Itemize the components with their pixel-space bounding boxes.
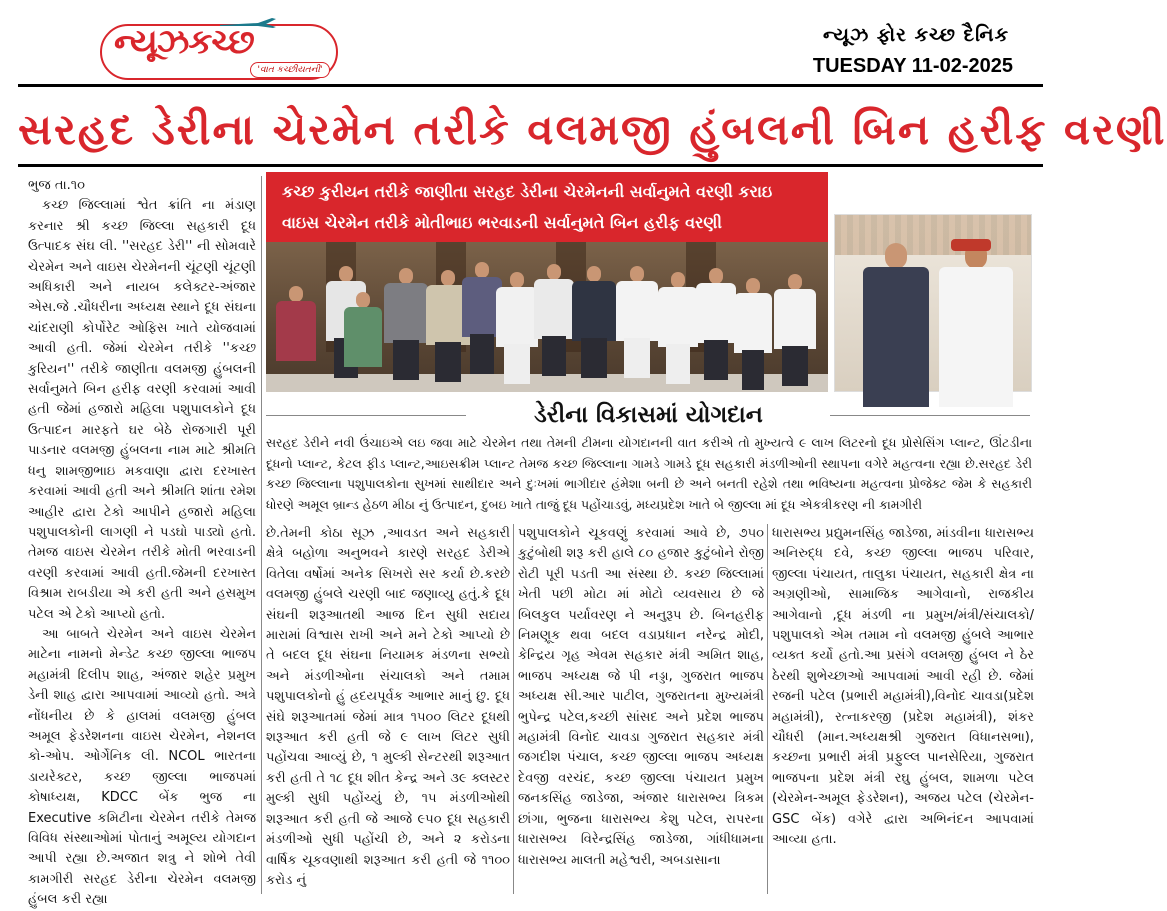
masthead-rule [18, 84, 1043, 87]
person-figure [572, 266, 616, 396]
person-figure [496, 272, 538, 396]
person-figure [774, 274, 816, 396]
person-figure [344, 292, 382, 396]
article-column-2: પશુપાલકોને ચૂકવણું કરવામાં આવે છે, ૭૫૦ કુટુંબોથી શરૂ કરી હાલે ૮૦ હજાર કુટુંબોને રોજી રોટી પૂરી પડતી આ સંસ્થા છે. કચ્છ જિલ્લામાં ખેતી પછી મોટા માં મોટો વ્યવસાય છે જે બિલકુલ પર્યાવરણ ને અનુરૂપ છે. બિનહરીફ નિમણૂક થવા બદલ વડાપ્રધાન નરેન્દ્ર મોદી, કેન્દ્રિય ગૃહ એવમ સહકાર મંત્રી અમિત શાહ, ભાજપ અધ્યક્ષ જે પી નડ્ડા, ગુજરાત ભાજપ અધ્યક્ષ સી.આર પાટીલ, ગુજરાતના મુખ્યમંત્રી ભુપેન્દ્ર પટેલ,કચ્છી સાંસદ અને પ્રદેશ ભાજપ મહામંત્રી વિનોદ ચાવડા ગુજરાત સહકાર મંત્રી જગદીશ પંચાલ, કચ્છ જીલ્લા ભાજપ અધ્યક્ષ દેવજી વરચંદ, કચ્છ જીલ્લા પંચાયત પ્રમુખ જનકસિંહ જાડેજા, અંજાર ધારાસભ્ય ત્રિકમ છાંગા, ભુજના ધારાસભ્ય કેશુ પટેલ, રાપરના ધારાસભ્ય વિરેન્દ્રસિંહ જાડેજા, ગાંધીધામના ધારાસભ્ય માલતી મહેશ્વરી, અબડાસાના [518, 526, 764, 868]
chairman-portrait-photo[interactable] [834, 214, 1032, 392]
sub-headline: કચ્છ કુરીયન તરીકે જાણીતા સરહદ ડેરીના ચેરમેનની સર્વાનુમતે વરણી કરાઇ વાઇસ ચેરમેન તરીકે મોતીભાઇ ભરવાડની સર્વાનુમતે બિન હરીફ વરણી [266, 172, 828, 242]
person-figure [534, 264, 574, 396]
headline-rule [18, 164, 1043, 167]
issue-date: TUESDAY 11-02-2025 [812, 55, 1013, 77]
section-heading: ડેરીના વિકાસમાં યોગદાન [534, 402, 763, 428]
article-dateline: ભુજ તા.૧૦ [28, 178, 85, 193]
logo-text-news: ન્યૂઝ [114, 22, 189, 62]
column-divider [513, 524, 514, 894]
logo-text-kutch: કચ્છ [188, 22, 254, 62]
newspaper-logo[interactable] [100, 18, 338, 84]
person-figure [863, 243, 929, 403]
masthead [0, 0, 1061, 92]
article-column-3: ધારાસભ્ય પ્રદ્યુમનસિંહ જાડેજા, માંડવીના ધારાસભ્ય અનિરુદ્ધ દવે, કચ્છ જીલ્લા ભાજપ પરિવાર, જીલ્લા પંચાયત, તાલુકા પંચાયત, સહકારી ક્ષેત્ર ના અગ્રણીઓ, સામાજિક આગેવાનો, રાજકીય આગેવાનો ,દૂધ મંડળી ના પ્રમુખ/મંત્રી/સંચાલકો/પશુપાલકો એમ તમામ નો વલમજી હુંબલે આભાર વ્યક્ત કર્યો હતો.આ પ્રસંગે વલમજી હુંબલ ને ઠેર ઠેરથી શુભેચ્છાઓ આપવામાં આવી રહી છે. જેમાં રજની પટેલ (પ્રભારી મહામંત્રી),વિનોદ ચાવડા(પ્રદેશ મહામંત્રી), રત્નાકરજી (પ્રદેશ મહામંત્રી), શંકર ચૌધરી (માન.અધ્યક્ષશ્રી ગુજરાત વિધાનસભા), કચ્છના પ્રભારી મંત્રી પ્રફુલ્લ પાનસેરિયા, ગુજરાત ભાજપના પ્રદેશ મંત્રી રઘુ હુંબલ, શામળા પટેલ (ચેરમેન-અમૂલ ફેડરેશન), અજય પટેલ (ચેરમેન-GSC બેંક) વગેરે દ્વારા અભિનંદન આપવામાં આવ્યા હતા. [772, 526, 1034, 848]
person-figure [616, 266, 658, 396]
article-paragraph-1: કચ્છ જિલ્લામાં શ્વેત ક્રાંતિ ના મંડાણ કરનાર શ્રી કચ્છ જિલ્લા સહકારી દૂધ ઉત્પાદક સંઘ લી. ''સરહદ ડેરી'' ની સોમવારે ચેરમેન અને વાઇસ ચેરમેનની ચૂંટણી ચૂંટણી અધિકારી અને નાયબ કલેક્ટર-અંજાર એસ.જે .ચૌધરીના અધ્યક્ષ સ્થાને દૂધ સંઘના ચાંદરાણી કોર્પોરેટ ઓફિસ ખાતે યોજવામાં આવી હતી. જેમાં ચેરમેન તરીકે ''કચ્છ કુરિયન'' તરીકે જાણીતા વલમજી હુંબલની સર્વાનુમતે બિન હરીફ વરણી કરવામાં આવી હતી જેમાં હજારો મહિલા પશુપાલકોને દૂધ ઉત્પાદન મારફતે ઘર બેઠે રોજગારી પૂરી પાડનાર વલમજી હુંબલના નામ માટે શ્રીમતિ ધનુ શામજીભાઇ મકવાણા દ્વારા દરખાસ્ત કરવામાં આવી હતી અને શ્રીમતિ શાંતા રમેશ આહીર દ્વારા ટેકો આપીને હજારો મહિલા પશુપાલકોની લાગણી ને પડઘો પાડ્યો હતો. તેમજ વાઇસ ચેરમેન તરીકે મોતી ભરવાડની વરણી કરવામાં આવી હતી.જેમની દરખાસ્ત વિશ્રામ રાબડીયા એ કરી હતી અને હસમુખ પટેલ એ ટેકો આપ્યો હતો. [28, 198, 256, 622]
wide-paragraph: સરહદ ડેરીને નવી ઉંચાઇએ લઇ જવા માટે ચેરમેન તથા તેમની ટીમના યોગદાનની વાત કરીએ તો મુખ્યત્વે ૯ લાખ લિટરનો દૂધ પ્રોસેસિંગ પ્લાન્ટ, ઊંટડીના દૂધનો પ્લાન્ટ, કેટલ ફીડ પ્લાન્ટ,આઇસક્રીમ પ્લાન્ટ તેમજ કચ્છ જિલ્લાના ગામડે ગામડે દૂધ સહકારી મંડળીઓની સ્થાપના વગેરે મહત્વના રહ્યા છે.સરહદ ડેરી કચ્છ જિલ્લાના પશુપાલકોના સુખમાં સાથીદાર અને દુઃખમાં ભાગીદાર હંમેશા બની છે અને બનતી રહેશે તથા ભવિષ્યના મહત્વના પ્રોજેક્ટ જેમ કે સહકારી ધોરણે અમૂલ બ્રાન્ડ હેઠળ મીઠા નું ઉત્પાદન, દુબઇ ખાતે તાજું દૂધ પહોંચાડવું, મધ્યપ્રદેશ ખાતે બે જીલ્લા માં દૂધ એકત્રીકરણ ની કામગીરી [266, 435, 1032, 512]
main-headline: સરહદ ડેરીના ચેરમેન તરીકે વલમજી હુંબલની બિન હરીફ વરણી [18, 105, 1167, 154]
logo-tagline: 'વાત કચ્છીયતની' [250, 62, 330, 78]
group-photo[interactable] [266, 242, 828, 392]
person-figure [658, 272, 698, 396]
article-paragraph-2: આ બાબતે ચેરમેન અને વાઇસ ચેરમેન માટેના નામનો મેન્ડેટ કચ્છ જીલ્લા ભાજપ મહામંત્રી દિલીપ શાહ, અંજાર શહેર પ્રમુખ ડેની શાહ દ્વારા આપવામાં આવ્યો હતો. અત્રે નોંધનીય છે કે હાલમાં વલમજી હુંબલ અમૂલ ફેડરેશનના વાઇસ ચેરમેન, નેશનલ કો-ઓપ. ઓર્ગેનિક લી. NCOL ભારતના ડાયરેક્ટર, કચ્છ જીલ્લા ભાજપમાં કોષાધ્યક્ષ, KDCC બેંક ભુજ ના Executive કમિટીના ચેરમેન તરીકે તેમજ વિવિધ સંસ્થાઓમાં પોતાનું અમૂલ્ય યોગદાન આપી રહ્યા છે.અજાત શત્રુ ને શોભે તેવી કામગીરી સરહદ ડેરીના ચેરમેન વલમજી હુંબલ કરી રહ્યા [28, 626, 256, 908]
column-divider [261, 176, 262, 894]
brand-name: ન્યૂઝ ફોર કચ્છ દૈનિક [823, 24, 1009, 46]
left-article-column [28, 176, 256, 908]
logo-wordmark [114, 22, 254, 62]
article-column-1: છે.તેમની કોઠા સૂઝ ,આવડત અને સહકારી ક્ષેત્રે બહોળા અનુભવને કારણે સરહદ ડેરીએ વિતેલા વર્ષોમાં અનેક સિખરો સર કર્યા છે.કરછે વલમજી હુંબલે ચરણી બાદ જણાવ્યુ હતું.કે દૂધ સંઘની શરૂઆતથી આજ દિન સુધી સદાય મારામાં વિશ્વાસ રાખી અને મને ટેકો આપ્યો છે તે બદલ દૂધ સંઘના નિયામક મંડળના સભ્યો અને મંડળીઓના સંચાલકો અને તમામ પશુપાલકોનો હું હ્રદયપૂર્વક આભાર માનું છુ. દૂધ સંઘે શરૂઆતમાં જેમાં માત્ર ૧૫૦૦ લિટર દૂધથી શરૂઆત કરી હતી જે ૯ લાખ લિટર સુધી પહોંચવા આવ્યું છે, ૧ મુલ્કી સેન્ટરથી શરૂઆત કરી હતી તે ૧૮ દૂધ શીત કેન્દ્ર અને ૩૯ ક્લસ્ટર મુલ્કી સુધી પહોંચ્યું છે, ૧૫ મંડળીઓથી શરૂઆત કરી હતી જે આજે ૯૫૦ દૂધ સહકારી મંડળીઓ સુધી પહોંચી છે, અને ૨ કરોડના વાર્ષિક ચૂકવણાથી શરૂઆત કરી હતી જે ૧૧૦૦ કરોડ નું [266, 526, 510, 888]
turban [951, 239, 991, 251]
person-figure [384, 268, 428, 396]
person-figure [939, 243, 1013, 403]
person-figure [276, 286, 316, 396]
section-rule-right [830, 415, 1030, 416]
person-figure [696, 268, 736, 396]
column-divider [767, 524, 768, 894]
person-figure [734, 278, 772, 396]
